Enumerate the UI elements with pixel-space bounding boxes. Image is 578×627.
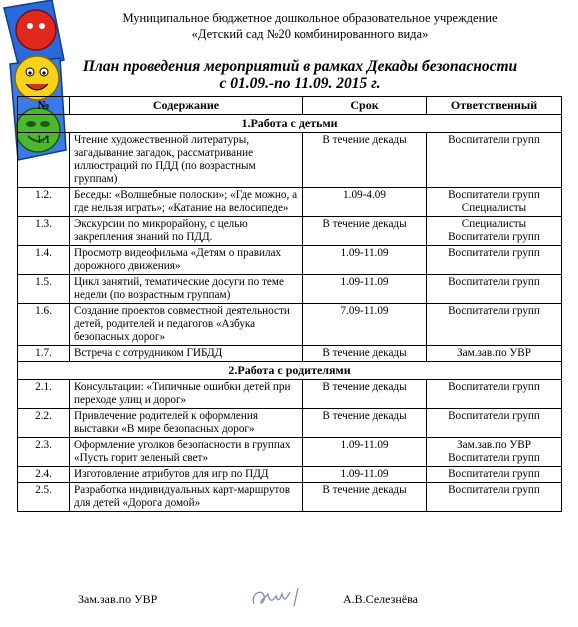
row-term: В течение декады	[303, 483, 427, 512]
row-responsible: Воспитатели групп	[427, 380, 562, 409]
row-number: 1.6.	[18, 304, 70, 346]
row-content: Консультации: «Типичные ошибки детей при переходе улиц и дорог»	[70, 380, 303, 409]
row-number: 1.4.	[18, 246, 70, 275]
row-number: 1.2.	[18, 188, 70, 217]
row-content: Встреча с сотрудником ГИБДД	[70, 346, 303, 362]
row-term: 1.09-4.09	[303, 188, 427, 217]
table-row	[18, 133, 562, 188]
row-content: Беседы: «Волшебные полоски»; «Где можно, а где нельзя играть»; «Катание на велосипеде»	[70, 188, 303, 217]
row-content: Оформление уголков безопасности в группах «Пусть горит зеленый свет»	[70, 438, 303, 467]
row-number: 2.1.	[18, 380, 70, 409]
section-title: 2.Работа с родителями	[18, 362, 562, 380]
row-number: 1.5.	[18, 275, 70, 304]
row-responsible: Воспитатели групп	[427, 246, 562, 275]
table-row	[18, 380, 562, 409]
table-row	[18, 467, 562, 483]
header-term: Срок	[303, 97, 427, 115]
table-row	[18, 217, 562, 246]
row-term: 1.09-11.09	[303, 246, 427, 275]
table-row	[18, 483, 562, 512]
row-number: 2.5.	[18, 483, 70, 512]
row-responsible: Воспитатели групп	[427, 133, 562, 188]
signature-block	[0, 592, 578, 616]
row-number: 1.7.	[18, 346, 70, 362]
row-content: Создание проектов совместной деятельности детей, родителей и педагогов «Азбука безопасных дорог»	[70, 304, 303, 346]
row-content: Экскурсии по микрорайону, с целью закрепления знаний по ПДД.	[70, 217, 303, 246]
row-term: 1.09-11.09	[303, 467, 427, 483]
table-row	[18, 438, 562, 467]
table-row	[18, 275, 562, 304]
row-number: 2.4.	[18, 467, 70, 483]
table-header-row	[18, 97, 562, 115]
table-row	[18, 346, 562, 362]
row-content: Привлечение родителей к оформления выставки «В мире безопасных дорог»	[70, 409, 303, 438]
table-row	[18, 409, 562, 438]
row-content: Цикл занятий, тематические досуги по теме недели (по возрастным группам)	[70, 275, 303, 304]
row-content: Изготовление атрибутов для игр по ПДД	[70, 467, 303, 483]
row-responsible: Воспитатели групп Специалисты	[427, 188, 562, 217]
header-responsible: Ответственный	[427, 97, 562, 115]
row-responsible: Зам.зав.по УВР	[427, 346, 562, 362]
row-responsible: Воспитатели групп	[427, 467, 562, 483]
row-content: Просмотр видеофильма «Детям о правилах дорожного движения»	[70, 246, 303, 275]
table-row	[18, 304, 562, 346]
row-term: 1.09-11.09	[303, 438, 427, 467]
section-row-parents	[18, 362, 562, 380]
table-row	[18, 246, 562, 275]
header-number: №	[18, 97, 70, 115]
table-row	[18, 188, 562, 217]
title-line-1: План проведения мероприятий в рамках Декады безопасности	[82, 58, 518, 75]
row-number: 1.3.	[18, 217, 70, 246]
section-title: 1.Работа с детьми	[18, 115, 562, 133]
title-line-2: с 01.09.-по 11.09. 2015 г.	[219, 75, 381, 92]
signer-name: А.В.Селезнёва	[343, 592, 418, 606]
org-line-2: «Детский сад №20 комбинированного вида»	[191, 27, 429, 41]
plan-table	[17, 96, 562, 512]
row-term: В течение декады	[303, 217, 427, 246]
row-responsible: Специалисты Воспитатели групп	[427, 217, 562, 246]
document-title	[40, 58, 560, 92]
row-responsible: Воспитатели групп	[427, 304, 562, 346]
row-number: 1.1	[18, 133, 70, 188]
header-content: Содержание	[70, 97, 303, 115]
row-responsible: Зам.зав.по УВР Воспитатели групп	[427, 438, 562, 467]
row-term: 1.09-11.09	[303, 275, 427, 304]
signer-position: Зам.зав.по УВР	[78, 592, 158, 606]
row-term: 7.09-11.09	[303, 304, 427, 346]
organization-header	[70, 10, 550, 42]
row-responsible: Воспитатели групп	[427, 483, 562, 512]
row-number: 2.3.	[18, 438, 70, 467]
row-content: Разработка индивидуальных карт-маршрутов для детей «Дорога домой»	[70, 483, 303, 512]
row-term: В течение декады	[303, 133, 427, 188]
org-line-1: Муниципальное бюджетное дошкольное образовательное учреждение	[122, 11, 498, 25]
row-term: В течение декады	[303, 409, 427, 438]
row-responsible: Воспитатели групп	[427, 409, 562, 438]
signature-icon	[248, 584, 308, 612]
row-content: Чтение художественной литературы, загадывание загадок, рассматривание иллюстраций по ПДД (по возрастным группам)	[70, 133, 303, 188]
section-row-children	[18, 115, 562, 133]
row-term: В течение декады	[303, 346, 427, 362]
row-term: В течение декады	[303, 380, 427, 409]
row-number: 2.2.	[18, 409, 70, 438]
row-responsible: Воспитатели групп	[427, 275, 562, 304]
